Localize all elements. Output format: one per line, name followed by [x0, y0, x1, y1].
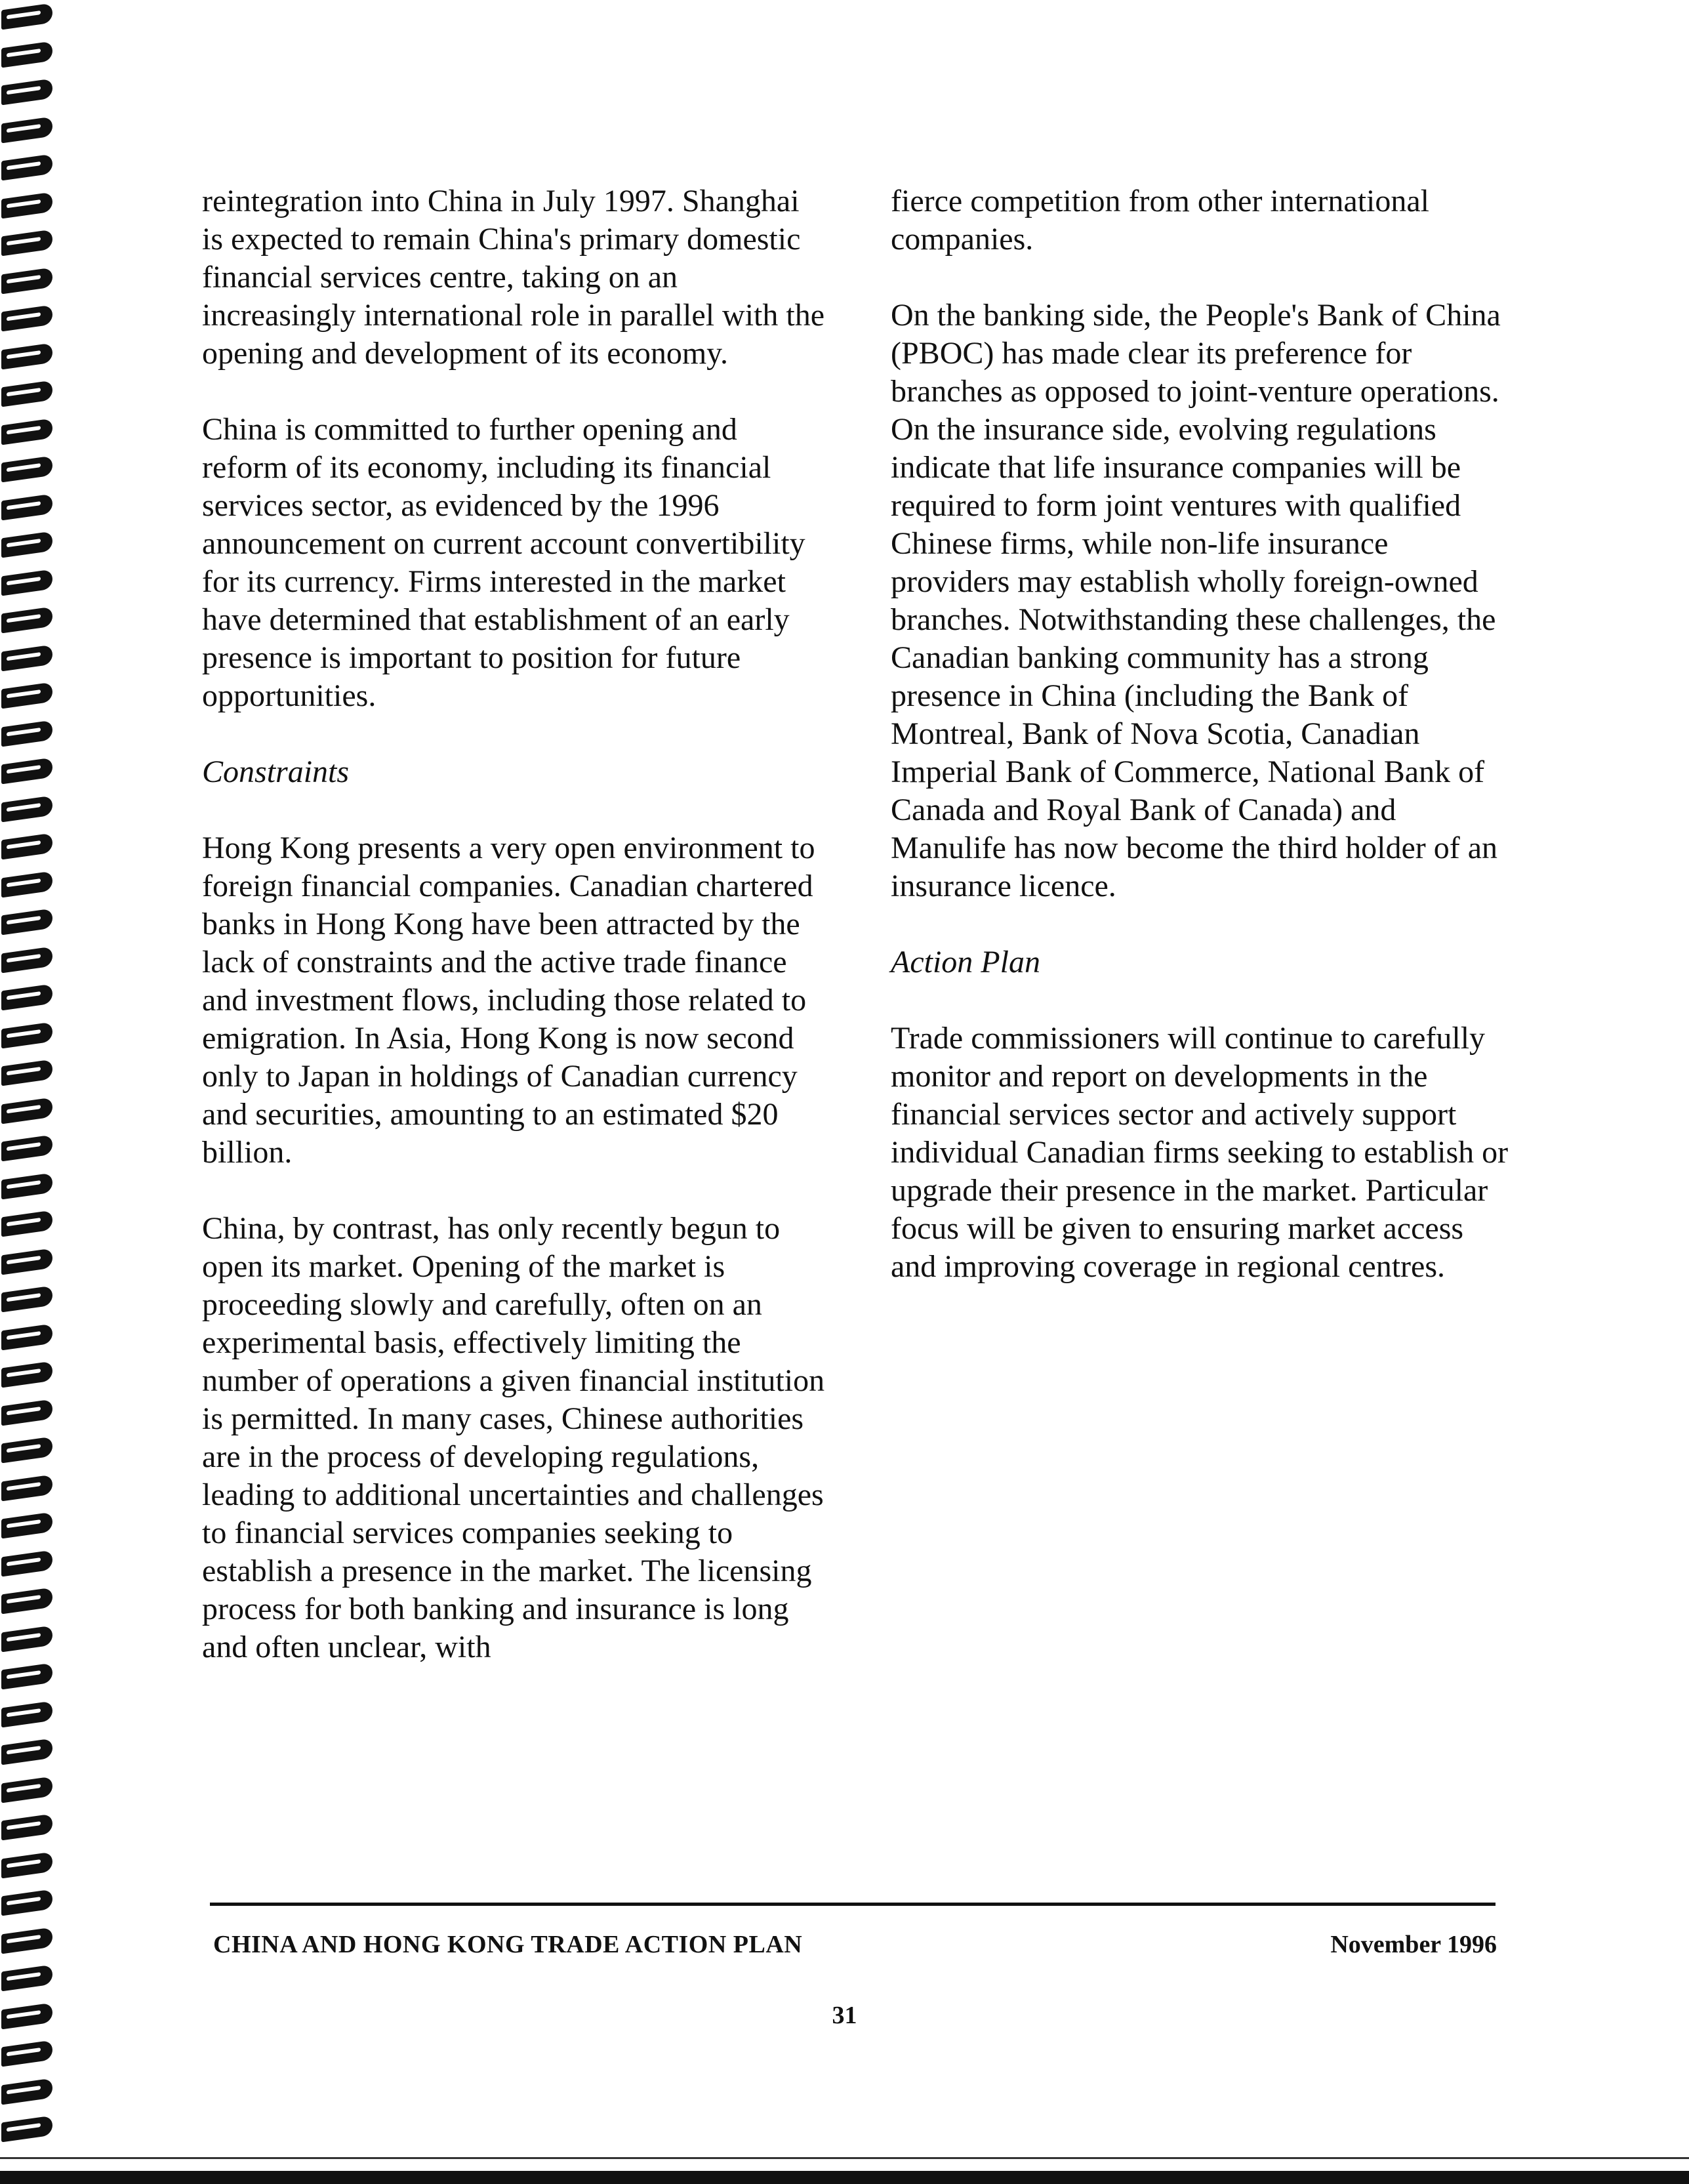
binding-ring	[1, 1889, 52, 1916]
left-column	[202, 182, 825, 1704]
binding-ring	[1, 230, 52, 257]
binding-ring	[1, 2116, 52, 2143]
binding-ring	[1, 1248, 52, 1275]
binding-ring	[1, 1172, 52, 1199]
binding-ring	[1, 418, 52, 445]
binding-ring	[1, 795, 52, 822]
page-bottom-edge-line	[0, 2157, 1689, 2159]
paragraph: Hong Kong presents a very open environment to foreign financial companies. Canadian chartered banks in Hong Kong have been attracted by the lack of constraints and the active trade finance and investment flows, including those related to emigration. In Asia, Hong Kong is now second only to Japan in holdings of Canadian currency and securities, amounting to an estimated $20 billion.	[202, 831, 815, 1170]
binding-ring	[1, 1588, 52, 1615]
binding-ring	[1, 569, 52, 596]
binding-ring	[1, 758, 52, 785]
binding-ring	[1, 116, 52, 143]
binding-ring	[1, 1135, 52, 1162]
binding-ring	[1, 267, 52, 294]
binding-ring	[1, 2040, 52, 2067]
spiral-binding	[0, 0, 59, 2184]
binding-ring	[1, 1437, 52, 1464]
binding-ring	[1, 946, 52, 973]
binding-ring	[1, 682, 52, 709]
binding-ring	[1, 984, 52, 1011]
binding-ring	[1, 1021, 52, 1048]
paragraph: fierce competition from other international companies.	[891, 184, 1430, 257]
binding-ring	[1, 720, 52, 747]
binding-ring	[1, 154, 52, 181]
footer-date: November 1996	[1330, 1931, 1497, 1958]
binding-ring	[1, 833, 52, 860]
binding-ring	[1, 1776, 52, 1803]
binding-ring	[1, 1512, 52, 1539]
footer-title: CHINA AND HONG KONG TRADE ACTION PLAN	[213, 1931, 803, 1958]
section-heading-action-plan: Action Plan	[891, 945, 1040, 979]
binding-ring	[1, 41, 52, 68]
binding-ring	[1, 305, 52, 332]
binding-ring	[1, 342, 52, 369]
binding-ring	[1, 1663, 52, 1690]
page-number: 31	[832, 2002, 857, 2029]
binding-ring	[1, 1060, 52, 1086]
binding-ring	[1, 871, 52, 897]
binding-ring	[1, 79, 52, 106]
binding-ring	[1, 1474, 52, 1501]
binding-ring	[1, 192, 52, 218]
binding-ring	[1, 1625, 52, 1652]
paragraph: China, by contrast, has only recently begun to open its market. Opening of the market is proceeding slowly and carefully, often on an experimental basis, effectively limiting the number of operations a given financial institution is permitted. In many cases, Chinese authorities are in the process of developing regulations, leading to additional uncertainties and challenges to financial services companies seeking to establish a presence in the market. The licensing process for both banking and insurance is long and often unclear, with	[202, 1211, 825, 1664]
binding-ring	[1, 1399, 52, 1426]
binding-ring	[1, 1739, 52, 1765]
binding-ring	[1, 909, 52, 936]
binding-ring	[1, 3, 52, 30]
paragraph: China is committed to further opening and reform of its economy, including its financial services sector, as evidenced by the 1996 announcement on current account convertibility for its currency. Firms interested in the market have determined that establishment of an early presence is important to position for future opportunities.	[202, 412, 805, 713]
paragraph: On the banking side, the People's Bank of China (PBOC) has made clear its preference for branches as opposed to joint-venture operations. On the insurance side, evolving regulations indicate that life insurance companies will be required to form joint ventures with qualified Chinese firms, while non-life insurance providers may establish wholly foreign-owned branches. Notwithstanding these challenges, the Canadian banking community has a strong presence in China (including the Bank of Montreal, Bank of Nova Scotia, Canadian Imperial Bank of Commerce, National Bank of Canada and Royal Bank of Canada) and Manulife has now become the third holder of an insurance licence.	[891, 298, 1501, 903]
binding-ring	[1, 1361, 52, 1388]
binding-ring	[1, 1097, 52, 1124]
binding-ring	[1, 1700, 52, 1727]
binding-ring	[1, 1286, 52, 1313]
binding-ring	[1, 1851, 52, 1878]
binding-ring	[1, 1965, 52, 1992]
section-heading-constraints: Constraints	[202, 754, 350, 789]
binding-ring	[1, 456, 52, 483]
binding-ring	[1, 493, 52, 520]
binding-ring	[1, 381, 52, 407]
footer-divider	[210, 1903, 1496, 1906]
binding-ring	[1, 531, 52, 558]
paragraph: Trade commissioners will continue to carefully monitor and report on developments in the financial services sector and actively support individual Canadian firms seeking to establish or upgrade their presence in the market. Particular focus will be given to ensuring market access and improving coverage in regional centres.	[891, 1021, 1509, 1284]
binding-ring	[1, 1550, 52, 1576]
binding-ring	[1, 1927, 52, 1954]
binding-ring	[1, 607, 52, 634]
binding-ring	[1, 644, 52, 671]
right-column	[891, 182, 1514, 1324]
page-bottom-edge	[0, 2171, 1689, 2184]
binding-ring	[1, 1210, 52, 1237]
binding-ring	[1, 1814, 52, 1841]
binding-ring	[1, 1323, 52, 1350]
binding-ring	[1, 2078, 52, 2105]
paragraph: reintegration into China in July 1997. Shanghai is expected to remain China's primary domestic financial services centre, taking on an increasingly international role in parallel with the opening and development of its economy.	[202, 184, 825, 371]
